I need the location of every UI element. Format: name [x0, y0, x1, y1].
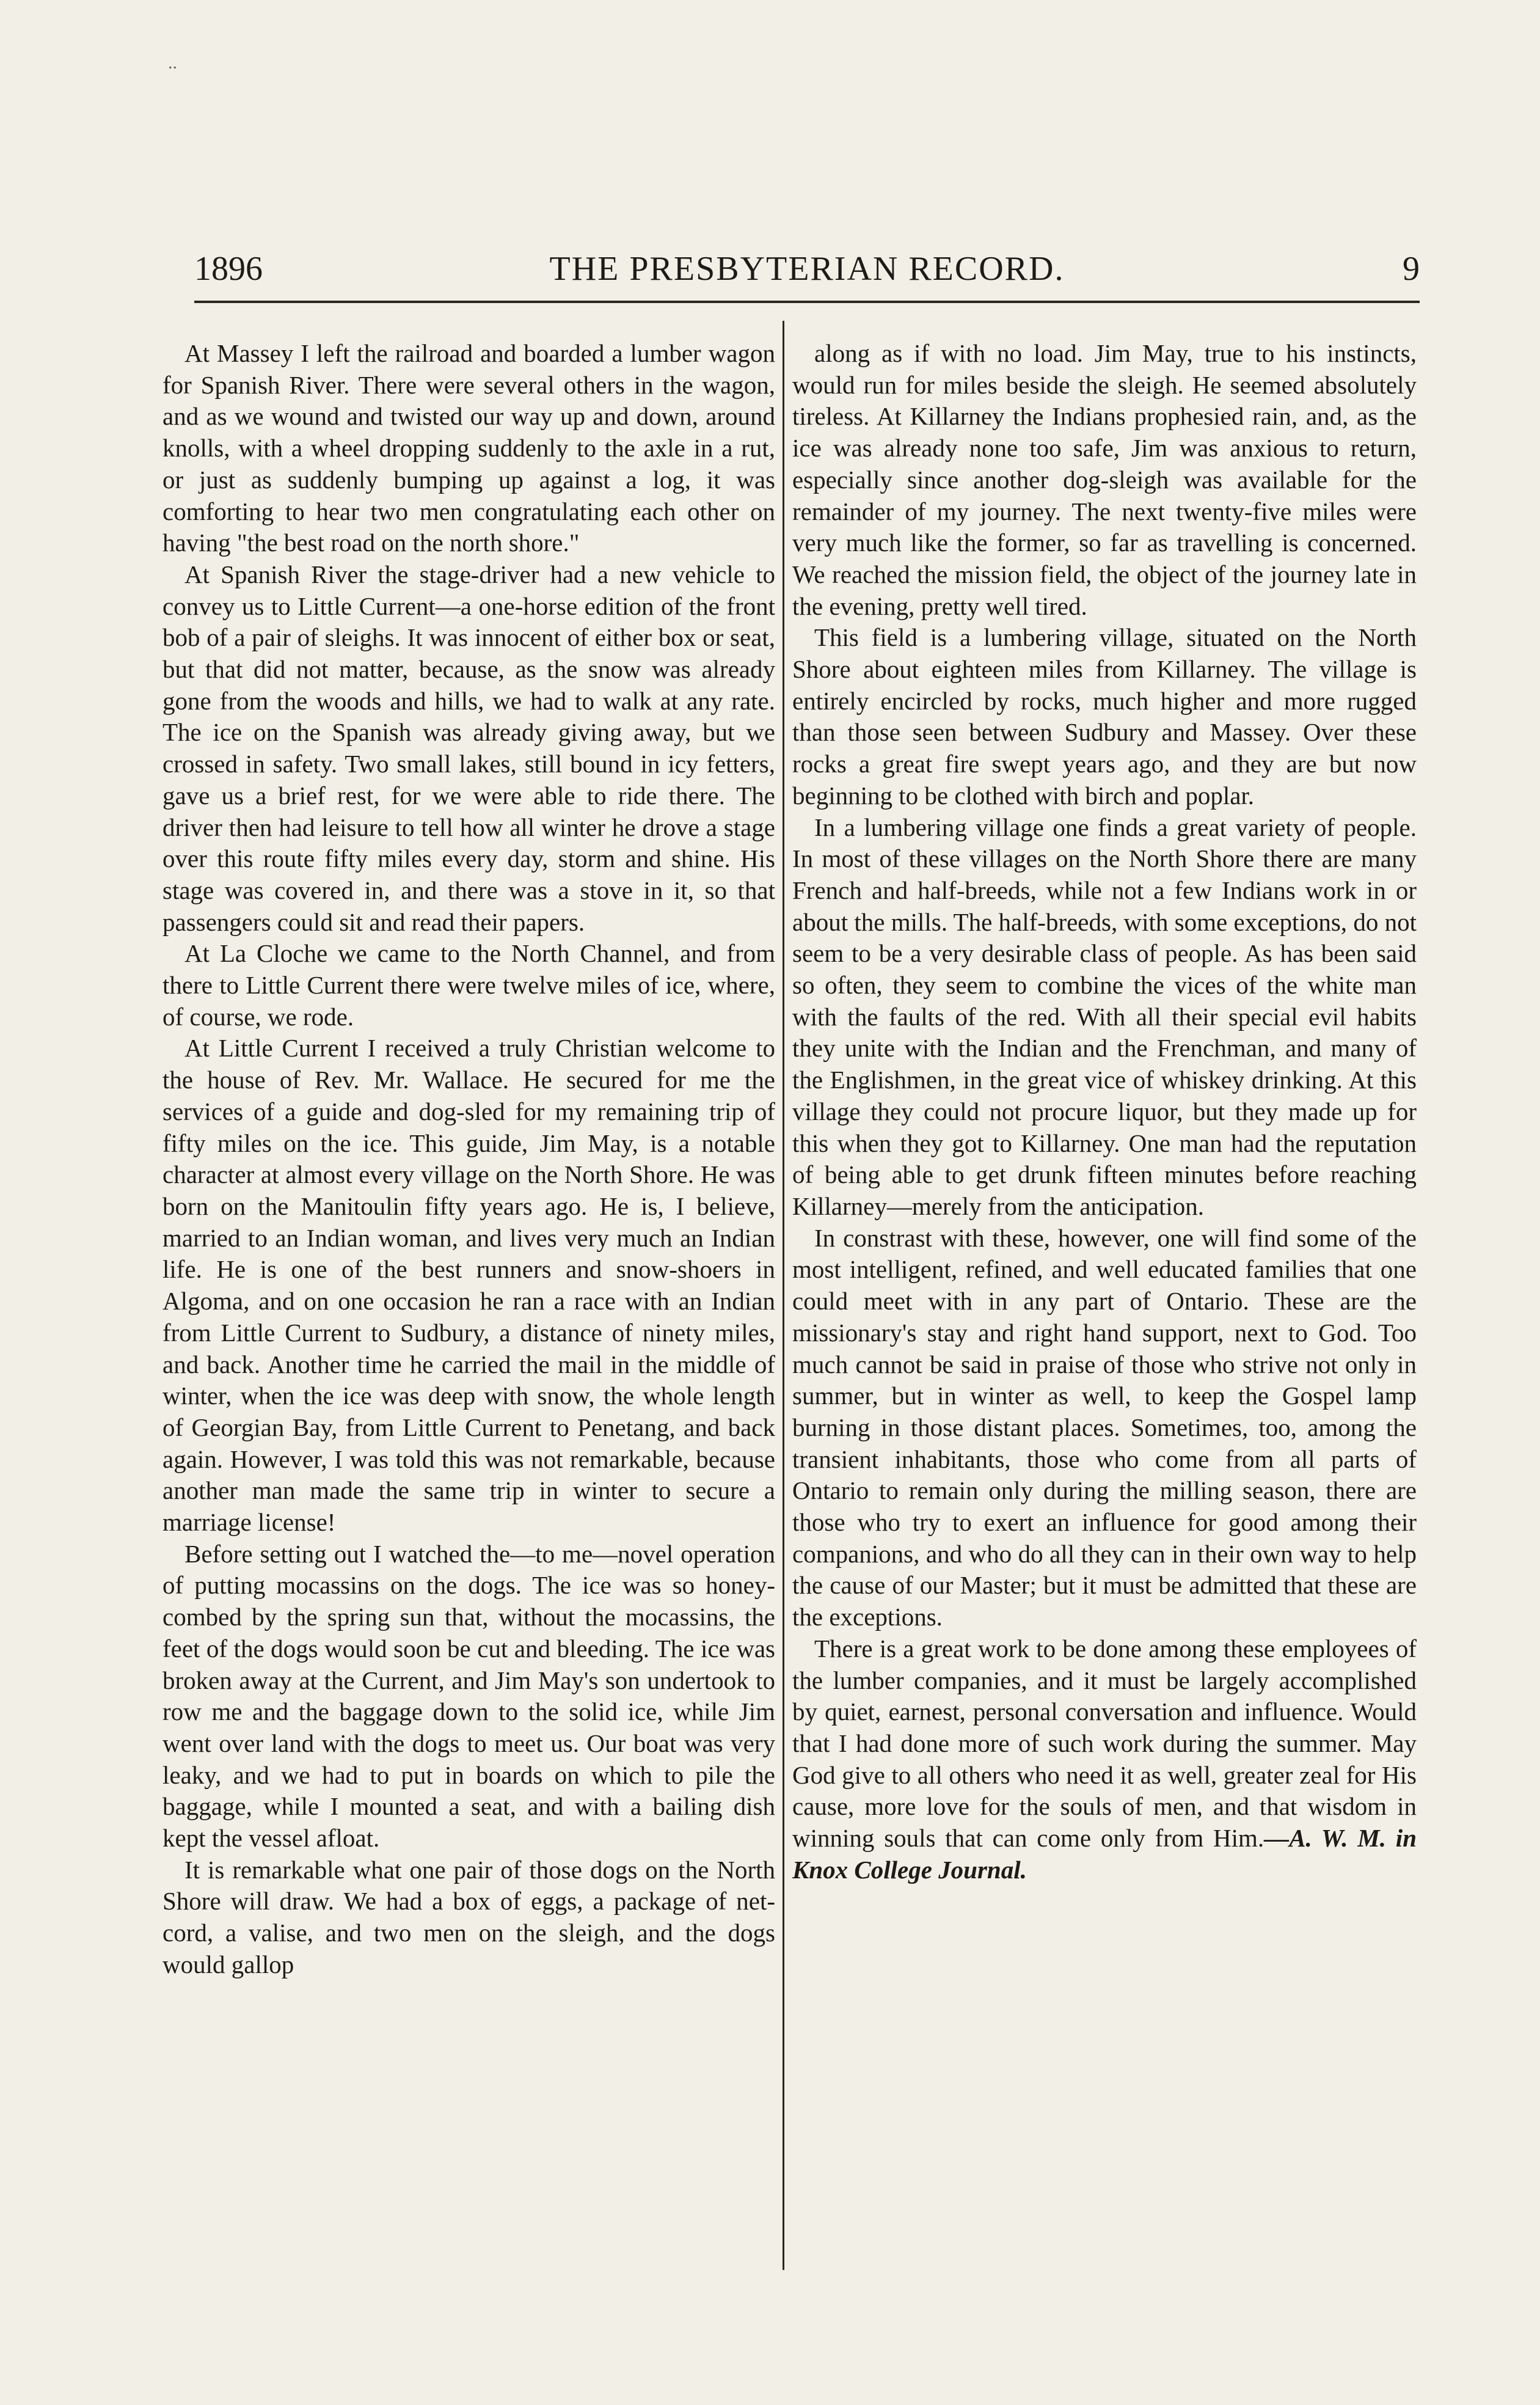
article-attribution: —A. W. M. in Knox College Journal. — [792, 1824, 1417, 1884]
paragraph: In constrast with these, however, one will find some of the most intelligent, refined, and well educated families that one could meet with in any part of Ontario. These are the missionary's stay and right hand support, next to God. Too much cannot be said in praise of those who strive not only in summer, but in winter as well, to keep the Gospel lamp burning in those distant places. Sometimes, too, among the transient inhabitants, those who come from all parts of Ontario to remain only during the milling season, there are those who try to exert an influence for good among their companions, and who do all they can in their own way to help the cause of our Master; but it must be admitted that these are the exceptions. — [792, 1223, 1417, 1631]
header-rule — [194, 301, 1420, 303]
paragraph: Before setting out I watched the—to me—novel operation of putting mocassins on the dogs. The ice was so honey-combed by the spring sun that, without the mocassins, the feet of the dogs would soon be cut and bleeding. The ice was broken away at the Current, and Jim May's son undertook to row me and the baggage down to the solid ice, while Jim went over land with the dogs to meet us. Our boat was very leaky, and we had to put in boards on which to pile the baggage, while I mounted a seat, and with a bailing dish kept the vessel afloat. — [162, 1539, 775, 1853]
publication-title: THE PRESBYTERIAN RECORD. — [549, 250, 1065, 288]
paragraph: In a lumbering village one finds a great variety of people. In most of these villages on the North Shore there are many French and half-breeds, while not a few Indians work in or about the mills. The half-breeds, with some exceptions, do not seem to be a very desirable class of people. As has been said so often, they seem to combine the vices of the white man with the faults of the red. With all their special evil habits they unite with the Indian and the Frenchman, and many of the Englishmen, in the great vice of whiskey drinking. At this village they could not procure liquor, but they made up for this when they got to Killarney. One man had the reputation of being able to get drunk fifteen minutes before reaching Killarney—merely from the anticipation. — [792, 813, 1417, 1220]
page-number: 9 — [1403, 250, 1420, 288]
left-column — [162, 338, 775, 2244]
paragraph: It is remarkable what one pair of those dogs on the North Shore will draw. We had a box of eggs, a package of net-cord, a valise, and two men on the sleigh, and the dogs would gallop — [162, 1855, 775, 1979]
paragraph: At La Cloche we came to the North Channel, and from there to Little Current there were twelve miles of ice, where, of course, we rode. — [162, 939, 775, 1031]
paragraph: At Spanish River the stage-driver had a new vehicle to convey us to Little Current—a one-horse edition of the front bob of a pair of sleighs. It was innocent of either box or seat, but that did not matter, because, as the snow was already gone from the woods and hills, we had to walk at any rate. The ice on the Spanish was already giving away, but we crossed in safety. Two small lakes, still bound in icy fetters, gave us a brief rest, for we were able to ride there. The driver then had leisure to tell how all winter he drove a stage over this route fifty miles every day, storm and shine. His stage was covered in, and there was a stove in it, so that passengers could sit and read their papers. — [162, 560, 775, 936]
column-divider — [783, 321, 784, 2270]
paragraph: At Little Current I received a truly Christian welcome to the house of Rev. Mr. Wallace. He secured for me the services of a guide and dog-sled for my remaining trip of fifty miles on the ice. This guide, Jim May, is a notable character at almost every village on the North Shore. He was born on the Manitoulin fifty years ago. He is, I believe, married to an Indian woman, and lives very much an Indian life. He is one of the best runners and snow-shoers in Algoma, and on one occasion he ran a race with an Indian from Little Current to Sudbury, a distance of ninety miles, and back. Another time he carried the mail in the middle of winter, when the ice was deep with snow, the whole length of Georgian Bay, from Little Current to Penetang, and back again. However, I was told this was not remarkable, because another man made the same trip in winter to secure a marriage license! — [162, 1034, 775, 1537]
page-header — [194, 247, 1420, 290]
header-year: 1896 — [194, 250, 263, 288]
stray-ink-mark: .. — [168, 53, 177, 73]
closing-paragraph — [792, 1633, 1417, 1886]
paragraph: This field is a lumbering village, situated on the North Shore about eighteen miles from Killarney. The village is entirely encircled by rocks, much higher and more rugged than those seen between Sudbury and Massey. Over these rocks a great fire swept years ago, and they are but now beginning to be clothed with birch and poplar. — [792, 623, 1417, 810]
right-column — [792, 338, 1417, 2244]
paragraph-text: There is a great work to be done among these employees of the lumber companies, and it must be largely accomplished by quiet, earnest, personal conversation and influence. Would that I had done more of such work during the summer. May God give to all others who need it as well, greater zeal for His cause, more love for the souls of men, and that wisdom in winning souls that can come only from Him. — [792, 1634, 1417, 1853]
paragraph: At Massey I left the railroad and boarded a lumber wagon for Spanish River. There were several others in the wagon, and as we wound and twisted our way up and down, around knolls, with a wheel dropping suddenly to the axle in a rut, or just as suddenly bumping up against a log, it was comforting to hear two men congratulating each other on having "the best road on the north shore." — [162, 339, 775, 557]
paragraph: along as if with no load. Jim May, true to his instincts, would run for miles beside the sleigh. He seemed absolutely tireless. At Killarney the Indians prophesied rain, and, as the ice was already none too safe, Jim was anxious to return, especially since another dog-sleigh was available for the remainder of my journey. The next twenty-five miles were very much like the former, so far as travelling is concerned. We reached the mission field, the object of the journey late in the evening, pretty well tired. — [792, 339, 1417, 620]
